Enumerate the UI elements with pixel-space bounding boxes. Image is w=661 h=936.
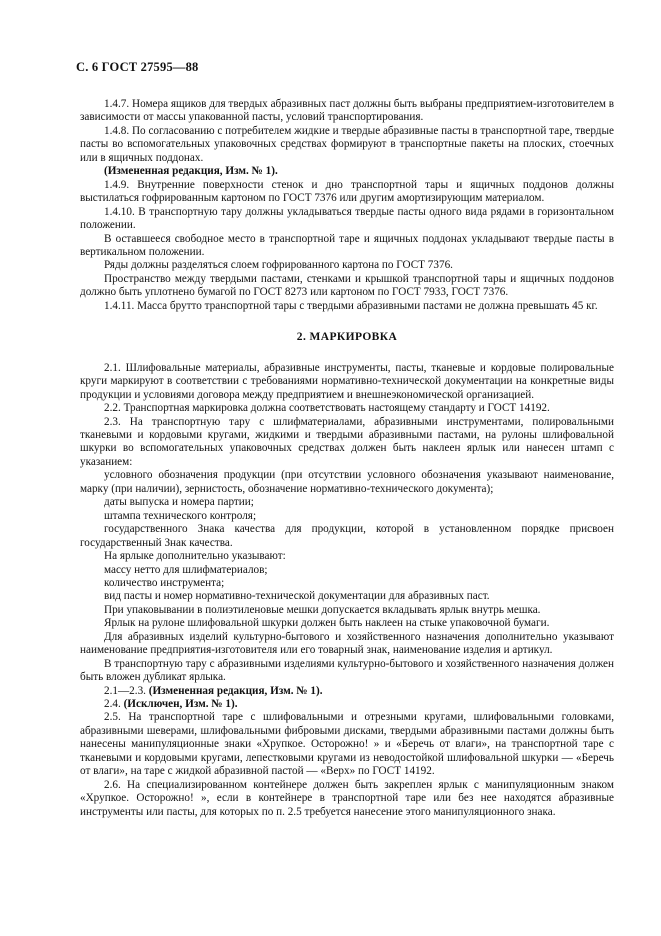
- paragraph-2-5: 2.5. На транспортной таре с шлифовальными и отрезными кругами, шлифовальными головками, абразивными шеверами, шлифовальными фибровыми дисками, твердыми абразивными пастами должны быть нанесены манипуляционные знаки «Хрупкое. Осторожно! » и «Беречь от влаги», на транспортной таре с тканевыми и кордовыми кругами, лепестковыми кругами из неводостойкой шлифовальной шкурки — «Беречь от влаги», на таре с жидкой абразивной пастой — «Верх» по ГОСТ 14192.: [80, 711, 614, 778]
- list-item-dates: даты выпуска и номера партии;: [104, 496, 254, 509]
- paragraph-duplicate: В транспортную тару с абразивными изделиями культурно-бытового и хозяйственного назначения должен быть вложен дубликат ярлыка.: [80, 657, 614, 684]
- list-item-quality: государственного Знака качества для продукции, которой в установленном порядке присвоен государственный Знак качества.: [80, 523, 614, 549]
- page-header: С. 6 ГОСТ 27595—88: [76, 60, 199, 74]
- paragraph-1-4-11: 1.4.11. Масса брутто транспортной тары с твердыми абразивными пастами не должна превышать 45 кг.: [104, 299, 598, 312]
- document-body: [80, 98, 614, 819]
- paragraph-free-space: В оставшееся свободное место в транспортной таре и ящичных поддонах укладывают твердые пасты в вертикальном положении.: [80, 232, 614, 258]
- paragraph-rows: Ряды должны разделяться слоем гофрированного картона по ГОСТ 7376.: [104, 259, 453, 272]
- list-item-symbol: условного обозначения продукции (при отсутствии условного обозначения указывают наименование, марку (при наличии), зернистость, обозначение нормативно-технического документа);: [80, 469, 614, 495]
- list-item-stamp: штампа технического контроля;: [104, 509, 257, 522]
- amendment-2-1-2-3: [80, 685, 614, 698]
- amendment-note: (Измененная редакция, Изм. № 1).: [104, 165, 278, 178]
- label-additional: На ярлыке дополнительно указывают:: [104, 550, 286, 563]
- paragraph-polyethylene: При упаковывании в полиэтиленовые мешки допускается вкладывать ярлык внутрь мешка.: [104, 603, 541, 616]
- paragraph-roll: Ярлык на рулоне шлифовальной шкурки должен быть наклеен на стыке упаковочной бумаги.: [104, 617, 550, 630]
- list-item-count: количество инструмента;: [104, 576, 225, 589]
- paragraph-2-3: 2.3. На транспортную тару с шлифматериалами, абразивными инструментами, полировальными тканевыми и кордовыми кругами, жидкими и твердыми абразивными пастами, на рулоны шлифовальной шкурки во вспомогательных упаковочных средствах должен быть наклеен ярлык или нанесен штамп с указанием:: [80, 415, 614, 468]
- list-item-paste: вид пасты и номер нормативно-технической документации для абразивных паст.: [104, 590, 490, 603]
- amendment-range: 2.1—2.3.: [104, 684, 146, 697]
- paragraph-household: Для абразивных изделий культурно-бытового и хозяйственного назначения дополнительно указывают наименование предприятия-изготовителя или его товарный знак, наименование изделия и артикул.: [80, 630, 614, 657]
- list-item-mass: массу нетто для шлифматериалов;: [104, 563, 268, 576]
- paragraph-2-4-number: 2.4.: [104, 698, 121, 711]
- paragraph-1-4-9: 1.4.9. Внутренние поверхности стенок и дно транспортной тары и ящичных поддонов должны выстилаться гофрированным картоном по ГОСТ 7376 или другим амортизирующим материалом.: [80, 178, 614, 205]
- paragraph-2-4-text: (Исключен, Изм. № 1).: [123, 698, 238, 711]
- section-title: 2. МАРКИРОВКА: [296, 331, 398, 344]
- paragraph-2-4: [80, 698, 614, 711]
- paragraph-1-4-7: 1.4.7. Номера ящиков для твердых абразивных паст должны быть выбраны предприятием-изготовителем в зависимости от массы упакованной пасты, условий транспортирования.: [80, 98, 614, 124]
- paragraph-2-1: 2.1. Шлифовальные материалы, абразивные инструменты, пасты, тканевые и кордовые полировальные круги маркируют в соответствии с требованиями нормативно-технической документации на конкретные виды продукции и условиями договора между предприятием и внешнеэкономической организацией.: [80, 361, 614, 401]
- paragraph-1-4-10: 1.4.10. В транспортную тару должны укладываться твердые пасты одного вида рядами в горизонтальном положении.: [80, 205, 614, 232]
- amendment-text: (Измененная редакция, Изм. № 1).: [148, 684, 323, 697]
- paragraph-space: Пространство между твердыми пастами, стенками и крышкой транспортной тары и ящичных поддонов должно быть уплотнено бумагой по ГОСТ 8273 или картоном по ГОСТ 7933, ГОСТ 7376.: [80, 272, 614, 299]
- paragraph-1-4-8: 1.4.8. По согласованию с потребителем жидкие и твердые абразивные пасты в транспортной таре, твердые пасты во вспомогательных упаковочных средствах формируют в транспортные пакеты на плоских, стоечных или в ящичных поддонах.: [80, 124, 614, 164]
- paragraph-2-2: 2.2. Транспортная маркировка должна соответствовать настоящему стандарту и ГОСТ 14192.: [104, 402, 550, 415]
- paragraph-2-6: 2.6. На специализированном контейнере должен быть закреплен ярлык с манипуляционным знаком «Хрупкое. Осторожно! », если в контейнере в транспортной таре или без нее находятся абразивные инструменты или пасты, для которых по п. 2.5 требуется нанесение этого манипуляционного знака.: [80, 778, 614, 818]
